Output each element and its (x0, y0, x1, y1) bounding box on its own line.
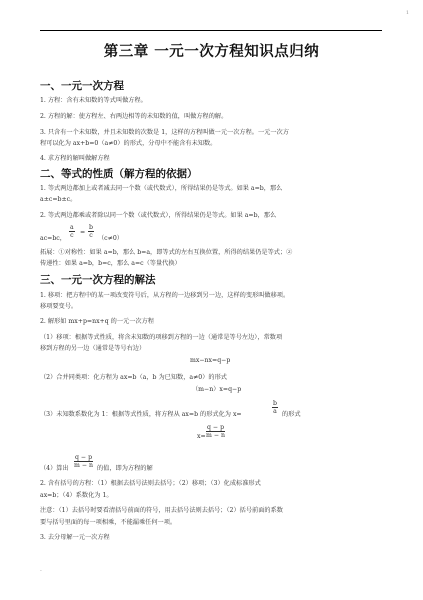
paragraph: （4）算出 (40, 465, 69, 472)
paragraph: 4. 求方程的解叫做解方程 (40, 155, 110, 162)
paragraph: 拓展：①对称性：如果 a=b，那么 b=a，即等式的左右互换位置，所得的结果仍是等式；② (40, 249, 293, 256)
paragraph-suffix: 的值，即为方程的解 (97, 465, 153, 472)
fraction-numerator: a (70, 224, 74, 231)
fraction-denominator: a (273, 408, 277, 415)
fraction-numerator: q − p (207, 424, 225, 431)
fraction (272, 400, 278, 415)
paragraph: 2. 方程的解：使方程左、右两边相等的未知数的值，叫做方程的解。 (40, 113, 228, 120)
fraction-numerator: b (273, 400, 277, 407)
formula: （m−n）x=q−p (192, 386, 242, 393)
footer-dot: · (40, 568, 42, 575)
fraction-denominator: c (70, 232, 74, 239)
section-heading-1: 一、一元一次方程 (40, 80, 124, 92)
equals-sign: = (80, 229, 86, 236)
fraction-denominator: c (89, 232, 93, 239)
fraction (206, 424, 225, 439)
paragraph: 注意：（1）去括号时要看清括号前面的符号，用去括号法则去括号；（2）括号前面的系数 (40, 507, 283, 514)
condition: （c≠0） (98, 235, 123, 242)
paragraph: 移到方程的另一边（通常是等号右边） (40, 345, 146, 352)
section-heading-2: 二、等式的性质（解方程的依据） (40, 168, 198, 180)
paragraph: 1. 等式两边都加上或者减去同一个数（或代数式），所得结果仍是等式。如果 a=b，那么 (40, 185, 283, 192)
paragraph: 1. 方程：含有未知数的等式叫做方程。 (40, 97, 147, 104)
paragraph: 1. 移项：把方程中的某一项改变符号后，从方程的一边移到另一边，这样的变形叫做移项。 (40, 292, 290, 299)
fraction (88, 224, 94, 239)
paragraph-suffix: 的形式 (282, 411, 301, 418)
page-corner-number: 1 (405, 10, 409, 16)
paragraph: 3. 去分母解一元一次方程 (40, 534, 110, 541)
paragraph: （3）未知数系数化为 1：根据等式性质，将方程从 ax=b 的形式化为 x= (40, 411, 242, 418)
paragraph: （2）合并同类项：化方程为 ax=b（a，b 为已知数，a≠0）的形式 (40, 374, 227, 381)
page-title: 第三章 一元一次方程知识点归纳 (103, 44, 320, 60)
top-rule (40, 30, 382, 31)
fraction-denominator: m − n (206, 432, 226, 439)
formula-prefix: ac=bc， (40, 235, 66, 242)
fraction (69, 224, 75, 239)
paragraph: 程可以化为 ax+b=0（a≠0）的形式，分母中不能含有未知数。 (40, 140, 217, 147)
paragraph: 2. 解形如 mx+p=nx+q 的一元一次方程 (40, 318, 154, 325)
paragraph: 3. 只含有一个未知数，并且未知数的次数是 1，这样的方程叫做一元一次方程。一元一次方 (40, 129, 289, 136)
paragraph: 移项要变号。 (40, 303, 78, 310)
fraction (74, 454, 93, 469)
paragraph: 2. 含有括号的方程：（1）根据去括号法则去括号；（2）移项；（3）化成标准形式 (40, 480, 261, 487)
section-heading-3: 三、一元一次方程的解法 (40, 274, 156, 286)
paragraph: 要与括号里面的每一项相乘，不能漏乘任何一项。 (40, 519, 177, 526)
paragraph: （1）移项：根据等式性质，将含未知数的项移到方程的一边（通常是等号左边），常数项 (40, 334, 283, 341)
fraction-numerator: q − p (75, 454, 93, 461)
paragraph: 传递性：如果 a=b，b=c，那么 a=c（等量代换） (40, 260, 181, 267)
paragraph: a±c=b±c。 (40, 196, 77, 203)
fraction-denominator: m − n (74, 462, 94, 469)
formula: mx−nx=q−p (190, 357, 231, 364)
paragraph: 2. 等式两边都乘或者除以同一个数（或代数式），所得结果仍是等式。如果 a=b，那么 (40, 212, 277, 219)
fraction-numerator: b (89, 224, 93, 231)
formula-prefix: x= (197, 433, 206, 440)
paragraph: ax=b；（4）系数化为 1。 (40, 492, 113, 499)
